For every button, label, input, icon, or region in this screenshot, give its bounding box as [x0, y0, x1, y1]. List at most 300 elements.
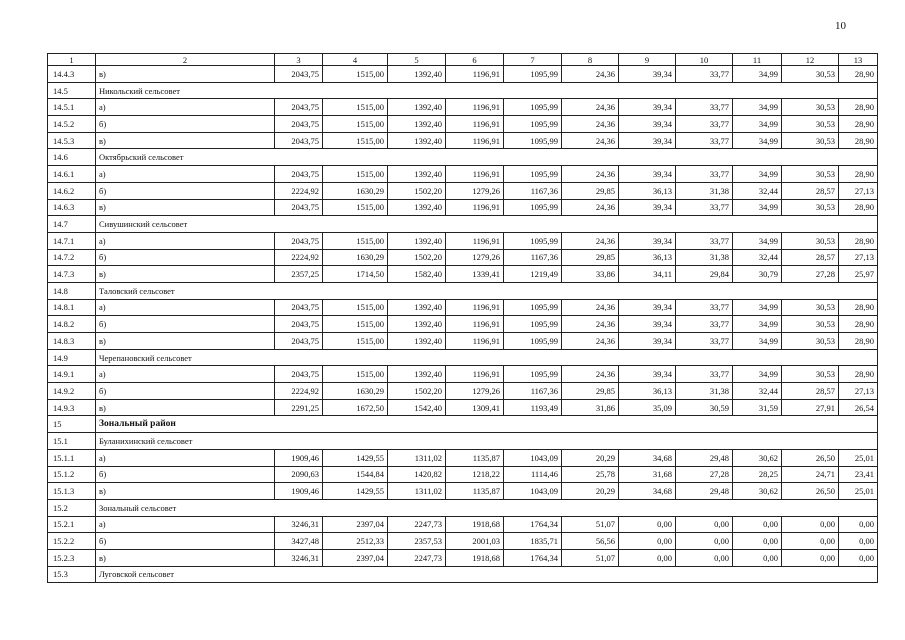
value-cell: 1420,82 — [388, 466, 446, 483]
value-cell: 1095,99 — [504, 366, 562, 383]
value-cell: 1309,41 — [446, 399, 504, 416]
value-cell: 1918,68 — [446, 549, 504, 566]
value-cell: 28,90 — [839, 66, 878, 83]
value-cell: 24,36 — [562, 66, 619, 83]
value-cell: 34,99 — [733, 166, 782, 183]
value-cell: 1196,91 — [446, 316, 504, 333]
row-code: 15.2.2 — [48, 533, 96, 550]
row-code: 14.7.2 — [48, 249, 96, 266]
value-cell: 1515,00 — [323, 199, 388, 216]
value-cell: 1630,29 — [323, 383, 388, 400]
value-cell: 26,50 — [782, 449, 839, 466]
value-cell: 31,86 — [562, 399, 619, 416]
table-row — [48, 333, 878, 350]
table-row — [48, 66, 878, 83]
row-option-label: в) — [96, 333, 275, 350]
value-cell: 1429,55 — [323, 483, 388, 500]
value-cell: 2043,75 — [275, 232, 323, 249]
value-cell: 0,00 — [619, 516, 676, 533]
value-cell: 1095,99 — [504, 333, 562, 350]
value-cell: 34,99 — [733, 232, 782, 249]
value-cell: 1392,40 — [388, 333, 446, 350]
row-option-label: а) — [96, 449, 275, 466]
table-row — [48, 132, 878, 149]
table-row — [48, 533, 878, 550]
value-cell: 1196,91 — [446, 66, 504, 83]
value-cell: 27,91 — [782, 399, 839, 416]
value-cell: 33,77 — [676, 316, 733, 333]
value-cell: 30,53 — [782, 316, 839, 333]
value-cell: 28,90 — [839, 333, 878, 350]
value-cell: 1095,99 — [504, 132, 562, 149]
value-cell: 2043,75 — [275, 299, 323, 316]
value-cell: 1196,91 — [446, 132, 504, 149]
value-cell: 28,90 — [839, 132, 878, 149]
value-cell: 30,53 — [782, 232, 839, 249]
value-cell: 36,13 — [619, 383, 676, 400]
value-cell: 1515,00 — [323, 99, 388, 116]
value-cell: 0,00 — [839, 516, 878, 533]
value-cell: 1279,26 — [446, 249, 504, 266]
column-number-cell: 12 — [782, 54, 839, 66]
section-header-row — [48, 216, 878, 233]
value-cell: 28,90 — [839, 299, 878, 316]
value-cell: 30,53 — [782, 299, 839, 316]
value-cell: 2043,75 — [275, 333, 323, 350]
value-cell: 1095,99 — [504, 99, 562, 116]
section-name: Черепановский сельсовет — [96, 349, 878, 366]
value-cell: 34,99 — [733, 116, 782, 133]
row-code: 14.6.1 — [48, 166, 96, 183]
value-cell: 1095,99 — [504, 116, 562, 133]
value-cell: 1909,46 — [275, 483, 323, 500]
value-cell: 32,44 — [733, 249, 782, 266]
column-number-cell: 8 — [562, 54, 619, 66]
value-cell: 1311,02 — [388, 483, 446, 500]
section-header-row — [48, 82, 878, 99]
value-cell: 25,97 — [839, 266, 878, 283]
value-cell: 1542,40 — [388, 399, 446, 416]
row-code: 14.5.3 — [48, 132, 96, 149]
value-cell: 3246,31 — [275, 549, 323, 566]
section-header-row — [48, 433, 878, 450]
value-cell: 1392,40 — [388, 199, 446, 216]
value-cell: 1196,91 — [446, 99, 504, 116]
column-number-cell: 4 — [323, 54, 388, 66]
row-code: 14.7 — [48, 216, 96, 233]
value-cell: 28,90 — [839, 166, 878, 183]
value-cell: 30,59 — [676, 399, 733, 416]
value-cell: 1515,00 — [323, 333, 388, 350]
value-cell: 1515,00 — [323, 366, 388, 383]
value-cell: 2043,75 — [275, 132, 323, 149]
section-name: Луговской сельсовет — [96, 566, 878, 583]
table-row — [48, 549, 878, 566]
value-cell: 51,07 — [562, 549, 619, 566]
row-code: 15.2 — [48, 499, 96, 516]
value-cell: 1630,29 — [323, 249, 388, 266]
value-cell: 30,53 — [782, 166, 839, 183]
column-number-cell: 7 — [504, 54, 562, 66]
row-option-label: а) — [96, 232, 275, 249]
value-cell: 33,77 — [676, 299, 733, 316]
value-cell: 1167,36 — [504, 182, 562, 199]
section-name: Таловский сельсовет — [96, 282, 878, 299]
value-cell: 34,99 — [733, 333, 782, 350]
value-cell: 23,41 — [839, 466, 878, 483]
value-cell: 36,13 — [619, 249, 676, 266]
value-cell: 24,36 — [562, 132, 619, 149]
value-cell: 1167,36 — [504, 249, 562, 266]
section-header-row — [48, 499, 878, 516]
value-cell: 2224,92 — [275, 383, 323, 400]
value-cell: 1515,00 — [323, 166, 388, 183]
value-cell: 1515,00 — [323, 299, 388, 316]
row-option-label: а) — [96, 299, 275, 316]
value-cell: 20,29 — [562, 483, 619, 500]
value-cell: 1392,40 — [388, 132, 446, 149]
value-cell: 28,90 — [839, 232, 878, 249]
row-option-label: а) — [96, 516, 275, 533]
row-code: 14.9.3 — [48, 399, 96, 416]
value-cell: 24,36 — [562, 333, 619, 350]
value-cell: 24,36 — [562, 299, 619, 316]
row-code: 15.1.3 — [48, 483, 96, 500]
row-option-label: в) — [96, 399, 275, 416]
district-name: Зональный район — [96, 416, 878, 433]
value-cell: 30,62 — [733, 449, 782, 466]
row-code: 14.4.3 — [48, 66, 96, 83]
table-row — [48, 182, 878, 199]
table-row — [48, 116, 878, 133]
row-code: 14.5.2 — [48, 116, 96, 133]
value-cell: 1095,99 — [504, 316, 562, 333]
value-cell: 39,34 — [619, 66, 676, 83]
value-cell: 29,48 — [676, 483, 733, 500]
value-cell: 0,00 — [782, 549, 839, 566]
value-cell: 1196,91 — [446, 299, 504, 316]
value-cell: 27,13 — [839, 249, 878, 266]
row-code: 14.8.2 — [48, 316, 96, 333]
value-cell: 31,68 — [619, 466, 676, 483]
value-cell: 0,00 — [782, 516, 839, 533]
value-cell: 33,77 — [676, 66, 733, 83]
value-cell: 30,79 — [733, 266, 782, 283]
value-cell: 1835,71 — [504, 533, 562, 550]
value-cell: 0,00 — [619, 533, 676, 550]
value-cell: 1714,50 — [323, 266, 388, 283]
value-cell: 32,44 — [733, 383, 782, 400]
value-cell: 56,56 — [562, 533, 619, 550]
section-header-row — [48, 149, 878, 166]
column-number-cell: 11 — [733, 54, 782, 66]
value-cell: 1196,91 — [446, 116, 504, 133]
value-cell: 1218,22 — [446, 466, 504, 483]
row-code: 15.2.1 — [48, 516, 96, 533]
value-cell: 34,99 — [733, 366, 782, 383]
value-cell: 28,57 — [782, 383, 839, 400]
row-option-label: в) — [96, 266, 275, 283]
value-cell: 2090,63 — [275, 466, 323, 483]
value-cell: 27,13 — [839, 182, 878, 199]
value-cell: 1311,02 — [388, 449, 446, 466]
value-cell: 1167,36 — [504, 383, 562, 400]
value-cell: 34,68 — [619, 449, 676, 466]
value-cell: 1429,55 — [323, 449, 388, 466]
value-cell: 2512,33 — [323, 533, 388, 550]
value-cell: 34,68 — [619, 483, 676, 500]
value-cell: 34,99 — [733, 66, 782, 83]
value-cell: 1515,00 — [323, 66, 388, 83]
column-number-cell: 5 — [388, 54, 446, 66]
value-cell: 34,99 — [733, 316, 782, 333]
value-cell: 0,00 — [733, 549, 782, 566]
section-name: Октябрьский сельсовет — [96, 149, 878, 166]
value-cell: 0,00 — [839, 533, 878, 550]
value-cell: 0,00 — [676, 549, 733, 566]
row-code: 14.8.3 — [48, 333, 96, 350]
value-cell: 1392,40 — [388, 166, 446, 183]
section-name: Никольский сельсовет — [96, 82, 878, 99]
row-code: 14.6 — [48, 149, 96, 166]
value-cell: 26,54 — [839, 399, 878, 416]
value-cell: 1630,29 — [323, 182, 388, 199]
row-option-label: в) — [96, 199, 275, 216]
value-cell: 1672,50 — [323, 399, 388, 416]
table-row — [48, 199, 878, 216]
value-cell: 1582,40 — [388, 266, 446, 283]
row-code: 15.2.3 — [48, 549, 96, 566]
row-option-label: а) — [96, 166, 275, 183]
value-cell: 28,90 — [839, 116, 878, 133]
row-code: 15.3 — [48, 566, 96, 583]
table-row — [48, 299, 878, 316]
column-number-cell: 1 — [48, 54, 96, 66]
value-cell: 2357,25 — [275, 266, 323, 283]
value-cell: 29,85 — [562, 249, 619, 266]
value-cell: 28,25 — [733, 466, 782, 483]
value-cell: 1764,34 — [504, 549, 562, 566]
value-cell: 1114,46 — [504, 466, 562, 483]
value-cell: 24,36 — [562, 166, 619, 183]
table-row — [48, 383, 878, 400]
value-cell: 1196,91 — [446, 166, 504, 183]
table-row — [48, 466, 878, 483]
tariff-table — [47, 53, 878, 583]
row-code: 14.9 — [48, 349, 96, 366]
value-cell: 39,34 — [619, 232, 676, 249]
value-cell: 0,00 — [619, 549, 676, 566]
value-cell: 30,53 — [782, 132, 839, 149]
row-option-label: б) — [96, 383, 275, 400]
value-cell: 24,71 — [782, 466, 839, 483]
section-name: Буланихинский сельсовет — [96, 433, 878, 450]
row-code: 15 — [48, 416, 96, 433]
value-cell: 34,11 — [619, 266, 676, 283]
value-cell: 2043,75 — [275, 99, 323, 116]
value-cell: 1043,09 — [504, 483, 562, 500]
value-cell: 1196,91 — [446, 333, 504, 350]
value-cell: 0,00 — [839, 549, 878, 566]
value-cell: 1095,99 — [504, 166, 562, 183]
row-option-label: б) — [96, 533, 275, 550]
table-row — [48, 99, 878, 116]
row-code: 14.7.1 — [48, 232, 96, 249]
district-header-row — [48, 416, 878, 433]
value-cell: 1544,84 — [323, 466, 388, 483]
value-cell: 2397,04 — [323, 549, 388, 566]
value-cell: 3246,31 — [275, 516, 323, 533]
value-cell: 27,28 — [782, 266, 839, 283]
value-cell: 0,00 — [782, 533, 839, 550]
value-cell: 1502,20 — [388, 383, 446, 400]
value-cell: 51,07 — [562, 516, 619, 533]
value-cell: 2001,03 — [446, 533, 504, 550]
table-row — [48, 399, 878, 416]
table-row — [48, 166, 878, 183]
row-option-label: б) — [96, 182, 275, 199]
value-cell: 29,84 — [676, 266, 733, 283]
column-number-row — [48, 54, 878, 66]
row-code: 15.1.1 — [48, 449, 96, 466]
value-cell: 0,00 — [676, 533, 733, 550]
value-cell: 1515,00 — [323, 316, 388, 333]
value-cell: 29,85 — [562, 182, 619, 199]
row-option-label: а) — [96, 99, 275, 116]
value-cell: 1502,20 — [388, 249, 446, 266]
page-number: 10 — [835, 20, 846, 32]
value-cell: 1918,68 — [446, 516, 504, 533]
table-row — [48, 449, 878, 466]
value-cell: 1219,49 — [504, 266, 562, 283]
value-cell: 24,36 — [562, 316, 619, 333]
row-option-label: в) — [96, 549, 275, 566]
value-cell: 39,34 — [619, 299, 676, 316]
value-cell: 33,77 — [676, 333, 733, 350]
value-cell: 31,59 — [733, 399, 782, 416]
value-cell: 27,13 — [839, 383, 878, 400]
value-cell: 29,48 — [676, 449, 733, 466]
section-name: Зональный сельсовет — [96, 499, 878, 516]
value-cell: 24,36 — [562, 116, 619, 133]
value-cell: 1392,40 — [388, 99, 446, 116]
value-cell: 30,53 — [782, 333, 839, 350]
row-option-label: в) — [96, 66, 275, 83]
value-cell: 30,53 — [782, 116, 839, 133]
value-cell: 1392,40 — [388, 299, 446, 316]
row-code: 14.8.1 — [48, 299, 96, 316]
value-cell: 36,13 — [619, 182, 676, 199]
value-cell: 1279,26 — [446, 182, 504, 199]
value-cell: 28,90 — [839, 199, 878, 216]
table-row — [48, 266, 878, 283]
value-cell: 20,29 — [562, 449, 619, 466]
table-row — [48, 366, 878, 383]
value-cell: 0,00 — [733, 533, 782, 550]
value-cell: 2043,75 — [275, 316, 323, 333]
value-cell: 1043,09 — [504, 449, 562, 466]
value-cell: 1502,20 — [388, 182, 446, 199]
section-header-row — [48, 349, 878, 366]
value-cell: 28,57 — [782, 249, 839, 266]
row-code: 15.1 — [48, 433, 96, 450]
row-option-label: б) — [96, 249, 275, 266]
value-cell: 1135,87 — [446, 483, 504, 500]
value-cell: 2224,92 — [275, 249, 323, 266]
value-cell: 39,34 — [619, 116, 676, 133]
value-cell: 1392,40 — [388, 316, 446, 333]
value-cell: 2291,25 — [275, 399, 323, 416]
row-code: 14.8 — [48, 282, 96, 299]
row-code: 14.9.2 — [48, 383, 96, 400]
value-cell: 39,34 — [619, 99, 676, 116]
value-cell: 1095,99 — [504, 232, 562, 249]
value-cell: 1392,40 — [388, 232, 446, 249]
row-code: 14.6.3 — [48, 199, 96, 216]
row-code: 14.6.2 — [48, 182, 96, 199]
value-cell: 2247,73 — [388, 516, 446, 533]
value-cell: 34,99 — [733, 299, 782, 316]
value-cell: 34,99 — [733, 99, 782, 116]
value-cell: 1193,49 — [504, 399, 562, 416]
value-cell: 39,34 — [619, 333, 676, 350]
value-cell: 2043,75 — [275, 199, 323, 216]
value-cell: 30,53 — [782, 199, 839, 216]
value-cell: 31,38 — [676, 249, 733, 266]
value-cell: 25,01 — [839, 449, 878, 466]
value-cell: 1095,99 — [504, 199, 562, 216]
value-cell: 30,62 — [733, 483, 782, 500]
column-number-cell: 2 — [96, 54, 275, 66]
table-row — [48, 516, 878, 533]
section-header-row — [48, 282, 878, 299]
value-cell: 28,90 — [839, 316, 878, 333]
value-cell: 33,77 — [676, 132, 733, 149]
value-cell: 25,78 — [562, 466, 619, 483]
value-cell: 31,38 — [676, 182, 733, 199]
row-option-label: б) — [96, 466, 275, 483]
value-cell: 1909,46 — [275, 449, 323, 466]
value-cell: 33,77 — [676, 116, 733, 133]
value-cell: 26,50 — [782, 483, 839, 500]
row-option-label: б) — [96, 316, 275, 333]
row-code: 14.7.3 — [48, 266, 96, 283]
value-cell: 24,36 — [562, 99, 619, 116]
value-cell: 31,38 — [676, 383, 733, 400]
table-row — [48, 483, 878, 500]
value-cell: 2043,75 — [275, 116, 323, 133]
value-cell: 1515,00 — [323, 232, 388, 249]
table-row — [48, 232, 878, 249]
section-header-row — [48, 566, 878, 583]
value-cell: 1196,91 — [446, 199, 504, 216]
value-cell: 33,77 — [676, 366, 733, 383]
value-cell: 28,90 — [839, 366, 878, 383]
value-cell: 2397,04 — [323, 516, 388, 533]
value-cell: 27,28 — [676, 466, 733, 483]
value-cell: 2043,75 — [275, 66, 323, 83]
value-cell: 1196,91 — [446, 366, 504, 383]
value-cell: 2043,75 — [275, 166, 323, 183]
column-number-cell: 10 — [676, 54, 733, 66]
value-cell: 32,44 — [733, 182, 782, 199]
row-option-label: в) — [96, 132, 275, 149]
value-cell: 1095,99 — [504, 66, 562, 83]
value-cell: 30,53 — [782, 66, 839, 83]
column-number-cell: 3 — [275, 54, 323, 66]
table-body — [48, 54, 878, 583]
value-cell: 1392,40 — [388, 66, 446, 83]
